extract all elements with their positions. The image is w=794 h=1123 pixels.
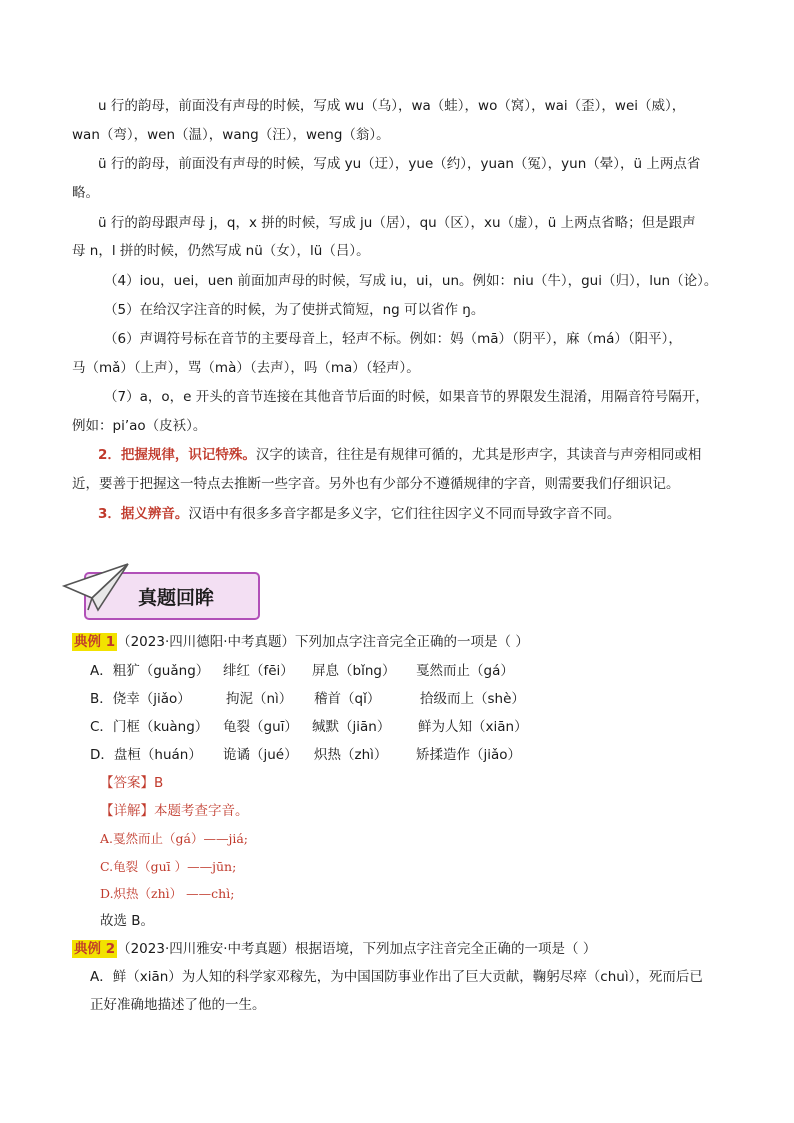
note-d: D.炽热（zhì） ——chì; [100,886,235,901]
option-b-4: 拾级而上（shè） [420,691,525,707]
option-c-2: 龟裂（guī） [223,719,298,735]
point-3-text: 汉语中有很多多音字都是多义字，它们往往因字义不同而导致字音不同。 [188,506,621,522]
example1-stem-line [72,632,529,652]
example2-stem: （2023·四川雅安·中考真题）根据语境，下列加点字注音完全正确的一项是（ ） [117,941,597,957]
option-d-2: 诡谲（jué） [223,747,298,763]
point-3 [98,504,620,524]
option-a-1: A．粗犷（guǎng） [90,663,210,679]
option-b-2: 拘泥（nì） [226,691,293,707]
rule-6-line2: 马（mǎ）（上声），骂（mà）（去声），吗（ma）（轻声）。 [72,360,420,376]
rule-5: （5）在给汉字注音的时候，为了使拼式简短，ng 可以省作 ŋ。 [104,302,485,318]
rule-u-line1: u 行的韵母，前面没有声母的时候，写成 wu（乌），wa（蛙），wo（窝），wai（歪），wei（威）， [98,98,686,114]
rule-v-line1: ü 行的韵母，前面没有声母的时候，写成 yu（迂），yue（约），yuan（冤），yun（晕），ü 上两点省 [98,156,701,172]
option-a-2: 绯红（fēi） [223,663,294,679]
example2-option-a-line2: 正好准确地描述了他的一生。 [90,997,266,1013]
paper-plane-icon [62,558,132,614]
rule-u-line2: wan（弯），wen（温），wang（汪），weng（翁）。 [72,127,390,143]
option-b-1: B．侥幸（jiǎo） [90,691,191,707]
example1-stem: （2023·四川德阳·中考真题）下列加点字注音完全正确的一项是（ ） [117,634,529,650]
option-c-3: 缄默（jiān） [312,719,391,735]
rule-7-line1: （7）a，o，e 开头的音节连接在其他音节后面的时候，如果音节的界限发生混淆，用隔音符号隔开， [104,389,709,405]
section-title: 真题回眸 [138,587,215,609]
option-a-3: 屏息（bǐng） [312,663,396,679]
note-c: C.龟裂（guī ）——jūn; [100,859,237,874]
rule-jqx-line2: 母 n，l 拼的时候，仍然写成 nü（女），lü（吕）。 [72,243,370,259]
option-c-4: 鲜为人知（xiān） [418,719,528,735]
option-d-3: 炽热（zhì） [314,747,388,763]
option-a-4: 戛然而止（gá） [416,663,514,679]
detail-label: 【详解】本题考查字音。 [100,803,249,819]
rule-jqx-line1: ü 行的韵母跟声母 j，q，x 拼的时候，写成 ju（居），qu（区），xu（虚），ü 上两点省略；但是跟声 [98,215,696,231]
rule-v-line2: 略。 [72,185,99,201]
option-d-4: 矫揉造作（jiǎo） [416,747,522,763]
option-c-1: C．门框（kuàng） [90,719,209,735]
example2-stem-line [72,939,596,959]
note-a: A.戛然而止（gá）——jiá; [100,831,248,846]
conclusion: 故选 B。 [100,913,155,929]
example1-tag: 典例 1 [74,634,116,650]
point-2-line2: 近，要善于把握这一特点去推断一些字音。另外也有少部分不遵循规律的字音，则需要我们仔细识记。 [72,476,680,492]
option-d-1: D．盘桓（huán） [90,747,202,763]
example2-tag: 典例 2 [74,941,116,957]
example2-option-a-line1: A．鲜（xiān）为人知的科学家邓稼先，为中国国防事业作出了巨大贡献，鞠躬尽瘁（chuì），死而后已 [90,969,703,985]
rule-6-line1: （6）声调符号标在音节的主要母音上，轻声不标。例如：妈（mā）（阴平），麻（má）（阳平）， [104,331,682,347]
point-2-line1 [98,445,701,465]
point-3-heading: 3．据义辨音。 [98,506,189,522]
rule-7-line2: 例如：pi’ao（皮袄）。 [72,418,207,434]
answer-label: 【答案】B [100,775,164,791]
point-2-heading: 2．把握规律，识记特殊。 [98,447,256,463]
option-b-3: 稽首（qǐ） [314,691,381,707]
rule-4: （4）iou，uei，uen 前面加声母的时候，写成 iu，ui，un。例如：niu（牛），gui（归），lun（论）。 [104,273,718,289]
point-2-text: 汉字的读音，往往是有规律可循的，尤其是形声字，其读音与声旁相同或相 [255,447,702,463]
